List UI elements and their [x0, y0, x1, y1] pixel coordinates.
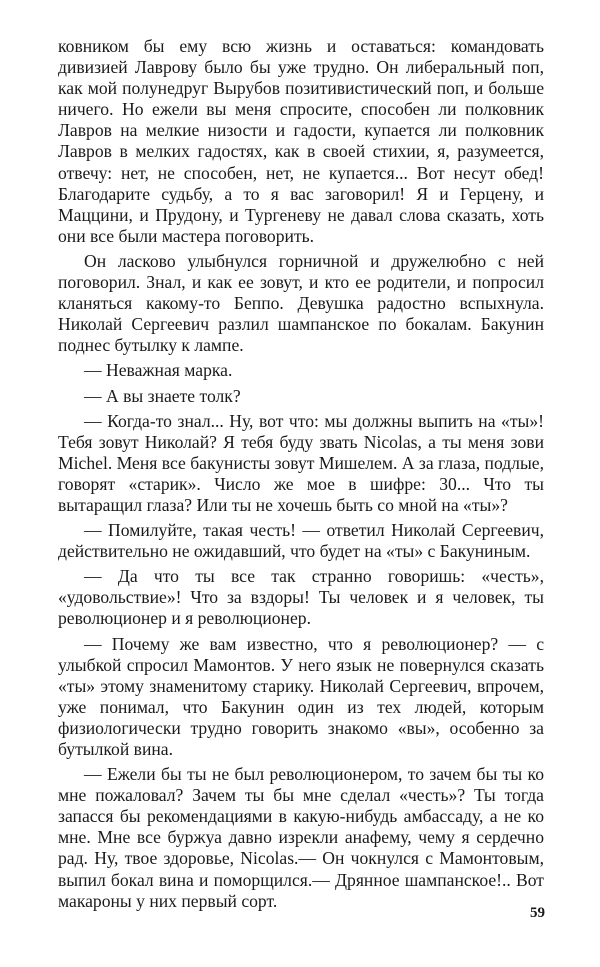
dialogue-line: — Да что ты все так странно говоришь: «честь», «удовольствие»! Что за вздоры! Ты человек и я человек, ты революционер и я революционер. [58, 566, 544, 629]
book-page [58, 36, 544, 936]
page-number: 59 [530, 905, 545, 921]
dialogue-line: — Почему же вам известно, что я революционер? — с улыбкой спросил Мамонтов. У него язык не повернулся сказать «ты» этому знаменитому старику. Николай Сергеевич, впрочем, уже понимал, что Бакунин один из тех людей, которым физиологически трудно говорить знакомо «вы», особенно за бутылкой вина. [58, 633, 544, 759]
body-text [58, 36, 544, 912]
dialogue-line: — Неважная марка. [84, 360, 233, 381]
dialogue-line: — Когда-то знал... Ну, вот что: мы должны выпить на «ты»! Тебя зовут Николай? Я тебя буду звать Nicolas, а ты меня зови Michel. Меня все бакунисты зовут Мишелем. А за глаза, подлые, говорят «старик». Число же мое в шифре: 30... Что ты вытаращил глаза? Или ты не хочешь быть со мной на «ты»? [58, 410, 544, 515]
paragraph: Он ласково улыбнулся горничной и дружелюбно с ней поговорил. Знал, и как ее зовут, и кто ее родители, и попросил кланяться какому-то Беппо. Девушка радостно вспыхнула. Николай Сергеевич разлил шампанское по бокалам. Бакунин поднес бутылку к лампе. [58, 250, 544, 356]
dialogue-line: — Помилуйте, такая честь! — ответил Николай Сергеевич, действительно не ожидавший, что будет на «ты» с Бакуниным. [58, 520, 544, 562]
dialogue-line: — А вы знаете толк? [84, 385, 241, 406]
paragraph-continuation: ковником бы ему всю жизнь и оставаться: командовать дивизией Лаврову было бы уже трудно. Он либеральный поп, как мой полунедруг Вырубов позитивистический поп, и больше ничего. Но ежели вы меня спросите, способен ли полковник Лавров на мелкие низости и гадости, купается ли полковник Лавров в мелких гадостях, как в своей стихии, я, разумеется, отвечу: нет, не способен, нет, не купается... Вот несут обед! Благодарите судьбу, а то я вас заговорил! Я и Герцену, и Маццини, и Прудону, и Тургеневу не давал слова сказать, хоть они все были мастера поговорить. [58, 36, 544, 246]
dialogue-line: — Ежели бы ты не был революционером, то зачем бы ты ко мне пожаловал? Зачем ты бы мне сделал «честь»? Ты тогда запасся бы рекомендациями в какую-нибудь амбассаду, а не ко мне. Мне все буржуа давно изрекли анафему, чему я сердечно рад. Ну, твое здоровье, Nicolas.— Он чокнулся с Мамонтовым, выпил бокал вина и поморщился.— Дрянное шампанское!.. Вот макароны у них первый сорт. [58, 764, 544, 911]
